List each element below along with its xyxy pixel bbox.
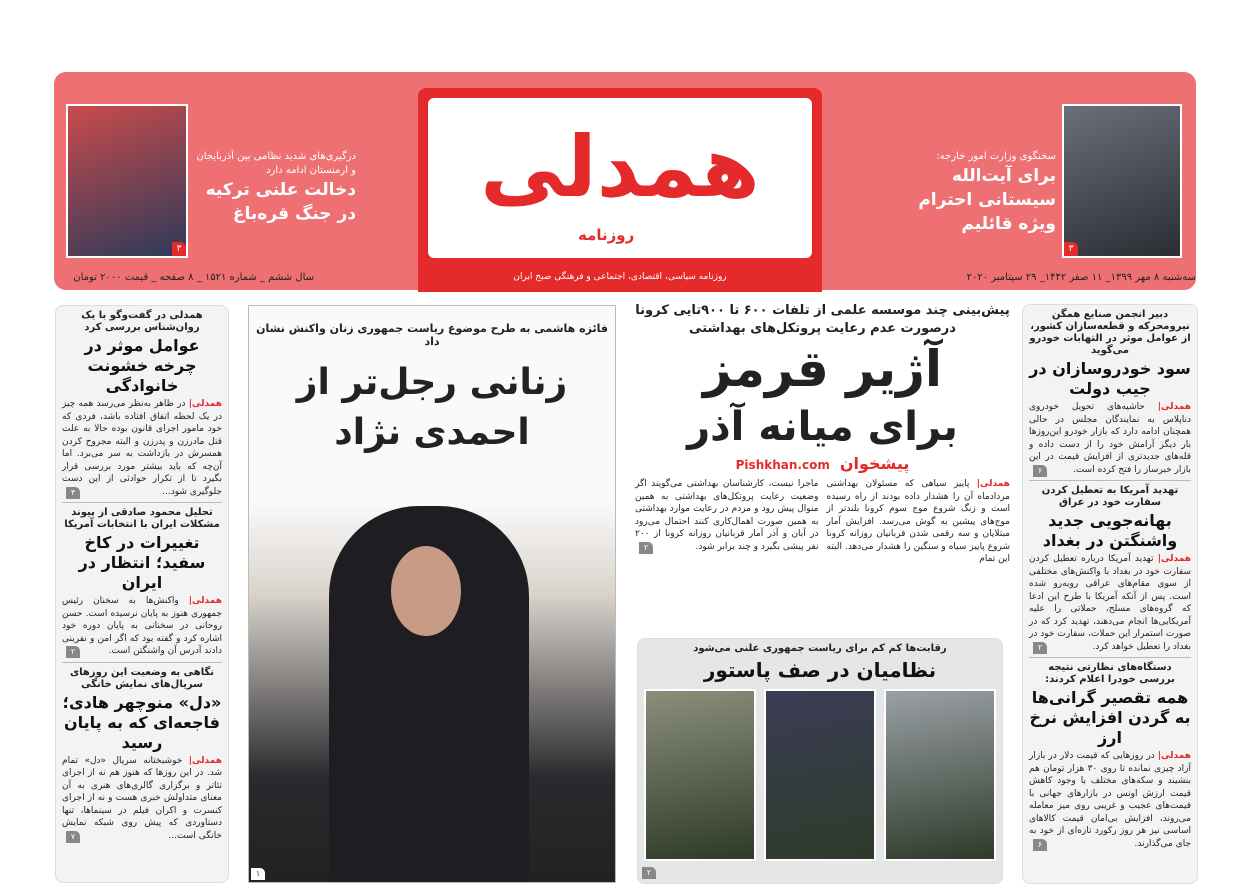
- kicker: تهدید آمریکا به تعطیل کردن سفارت خود در عراق: [1041, 485, 1179, 508]
- body: پاییز سیاهی که مسئولان بهداشتی مردادماه آن را هشدار داده بودند از راه رسیده است و زنگ شروع موج سوم کرونا بلندتر از موج‌های پیشین به گوش می‌رسد. افزایش آمار مبتلایان و سه رقمی شدن قربانیان روزانه کرونا شروع پاییز سیاه و سنگین را هشدار می‌دهد. البته این تمام: [826, 479, 1010, 564]
- article-automakers[interactable]: [1029, 309, 1191, 476]
- headline: همه تقصیر گرانی‌ها به گردن افزایش نرخ ارز: [1029, 688, 1191, 747]
- kicker: سخنگوی وزارت امور خارجه:: [936, 151, 1056, 162]
- source-label: همدلی|: [976, 479, 1010, 489]
- lead-kicker: پیش‌بینی چند موسسه علمی از تلفات ۶۰۰ تا ۹۰۰تایی کرونا: [635, 303, 1010, 318]
- source-label: همدلی|: [1157, 402, 1191, 412]
- kicker: فائزه هاشمی به طرح موضوع ریاست جمهوری زنان واکنش نشان داد: [256, 322, 608, 348]
- headline: عوامل موثر در چرخه خشونت خانوادگی: [84, 336, 200, 395]
- page-badge: ۲: [639, 542, 653, 554]
- article-series-del[interactable]: [62, 667, 222, 843]
- header-story-right[interactable]: [900, 150, 1056, 236]
- page-badge: ۴: [66, 487, 80, 499]
- body-continued: ماجرا نیست، کارشناسان بهداشتی می‌گویند اگر وضعیت رعایت پروتکل‌های بهداشتی به همین منوال پیش رود و مردم در رعایت موارد بهداشتی به همین صورت اهمال‌کاری کنند احتمال می‌رود در آبان و آذر آمار قربانیان روزانه کرونا از ۲۰۰ نفر پیشی بگیرد و چند برابر شود.: [635, 479, 819, 552]
- source-label: همدلی|: [188, 399, 222, 409]
- lead-headline-2: برای میانه آذر: [687, 404, 958, 450]
- body: در روزهایی که قیمت دلار در بازار آزاد چیزی نمانده تا روی ۳۰ هزار تومان هم بنشیند و سکه‌های مختلف با وجود کاهش قیمت ارزش اونس در بازارهای جهانی با قیمت‌های عجیب و غریبی روی میز معامله می‌روند، افزایش بی‌امان قیمت کالاهای اساسی نیز هر روز رکورد تازه‌ای از خود به جای می‌گذارند.: [1029, 751, 1191, 849]
- erdogan-photo: [66, 104, 188, 258]
- kicker: تحلیل محمود صادقی از پیوند مشکلات ایران با انتخابات آمریکا: [64, 507, 220, 530]
- article-white-house[interactable]: [62, 507, 222, 658]
- right-column: [1022, 304, 1198, 884]
- headline: سود خودروسازان در جیب دولت: [1029, 359, 1191, 398]
- header-story-left[interactable]: [196, 150, 356, 226]
- headline: برای آیت‌الله سیستانی احترام ویژه قائلیم: [918, 166, 1056, 234]
- page-badge: ۶: [1033, 465, 1047, 477]
- page-badge: ۲: [1033, 642, 1047, 654]
- kicker: نگاهی به وضعیت این روزهای سریال‌های نمایش خانگی: [69, 666, 215, 690]
- page-badge: ۲: [642, 867, 656, 879]
- page-badge: ۷: [66, 831, 80, 843]
- page-badge: ۱: [251, 868, 265, 880]
- newspaper-logo: [418, 88, 822, 292]
- lead-headline-1: آژیر قرمز: [702, 340, 943, 398]
- headline: «دل» منوچهر هادی؛ فاجعه‌ای که به پایان رسید: [62, 692, 222, 752]
- kicker: دبیر انجمن صنایع همگن نیرومحرکه و قطعه‌سازان کشور، از عوامل موثر در التهابات خودرو می‌گوید: [1029, 309, 1191, 356]
- headline: بهانه‌جویی جدید واشنگتن در بغداد: [1042, 511, 1178, 550]
- headline: دخالت علنی ترکیه در جنگ قره‌باغ: [205, 180, 356, 224]
- military-story[interactable]: [637, 638, 1003, 884]
- sistani-photo: [1062, 104, 1182, 258]
- kicker: دستگاه‌های نظارتی نتیجه بررسی خودرا اعلام کردند:: [1045, 662, 1175, 685]
- headline: زنانی رجل‌تر از احمدی نژاد: [296, 362, 568, 453]
- commander-photo-3: [884, 689, 996, 861]
- page-badge: ۲: [66, 646, 80, 658]
- rezaei-photo: [764, 689, 876, 861]
- article-baghdad[interactable]: [1029, 485, 1191, 653]
- photo-story[interactable]: [248, 305, 616, 883]
- body: خوشبختانه سریال «دل» تمام شد. در این روزها که هنوز هم نه از اجرای تئاتر و برگزاری گالری‌های هنری به آن معنای متداولش خبری هست و نه از اجرای کنسرت و اکران فیلم در سینماها، تنها دستاوردی که پیش روی شبکه نمایش خانگی است...: [62, 755, 222, 841]
- face: [391, 546, 461, 636]
- source-label: همدلی|: [1157, 751, 1191, 761]
- body: در ظاهر به‌نظر می‌رسد همه چیز در یک لحظه اتفاق افتاده باشد، فردی که خود مامور اجرای قانون بوده حالا به علت قتل مادرزن و پدرزن و البته مجروح کردن همسرش در بازداشت به سر می‌برد. اما آن‌چه که باید بیشتر مورد بررسی قرار بگیرد تا از تکرار حوادثی از این دست جلوگیری شود...: [62, 399, 222, 497]
- kicker: همدلی در گفت‌وگو با یک روان‌شناس بررسی کرد: [81, 310, 203, 333]
- dateline: سه‌شنبه ۸ مهر ۱۳۹۹_ ۱۱ صفر ۱۴۴۲_ ۲۹ سپتامبر ۲۰۲۰: [966, 272, 1196, 283]
- page-badge: ۳: [1064, 242, 1078, 256]
- watermark-url: Pishkhan.com: [735, 458, 830, 472]
- source-label: همدلی|: [188, 596, 222, 606]
- source-label: همدلی|: [188, 755, 222, 766]
- article-prices[interactable]: [1029, 662, 1191, 850]
- body: حاشیه‌های تحویل خودروی دناپلاس به نمایندگان مجلس در حالی همچنان ادامه دارد که بازار خودرو این‌روزها بار دیگر آرامش خود را از دست داده و قله‌های جدیدتری از افزایش قیمت در این بازار خبرساز را فتح کرده است.: [1029, 402, 1191, 475]
- source-label: همدلی|: [1157, 554, 1191, 564]
- watermark-text: پیشخوان: [839, 454, 910, 473]
- lead-story[interactable]: [635, 302, 1010, 632]
- headline: تغییرات در کاخ سفید؛ انتظار در ایران: [78, 533, 206, 592]
- kicker: رقابت‌ها کم کم برای ریاست جمهوری علنی می‌شود: [693, 643, 947, 654]
- headline: نظامیان در صف پاستور: [703, 658, 937, 682]
- logo-prefix: روزنامه: [578, 226, 635, 244]
- lead-kicker-2: درصورت عدم رعایت پروتکل‌های بهداشتی: [689, 321, 956, 336]
- article-domestic-violence[interactable]: [62, 310, 222, 498]
- logo-tagline: روزنامه سیاسی، اقتصادی، اجتماعی و فرهنگی صبح ایران: [513, 272, 727, 282]
- page-badge: ۶: [1033, 839, 1047, 851]
- logo-wordmark: همدلی: [480, 118, 760, 216]
- left-column: [55, 305, 229, 883]
- issue-info: سال ششم _ شماره ۱۵۲۱ _ ۸ صفحه _ قیمت ۲۰۰۰ تومان: [73, 272, 314, 283]
- kicker: درگیری‌های شدید نظامی بین آذربایجان و ارمنستان ادامه دارد: [196, 151, 356, 176]
- page-badge: ۳: [172, 242, 186, 256]
- body: تهدید آمریکا درباره تعطیل کردن سفارت خود در بغداد با واکنش‌های مختلفی از سوی مقام‌های عراقی روبه‌رو شده است. پس از آنکه آمریکا با طرح این ادعا که گروه‌های مسلح، حملاتی را علیه آمریکایی‌ها انجام می‌دهند، تهدید کرد که در صورت استمرار این حملات، سفارت خود در بغداد را تعطیل خواهد کرد.: [1029, 554, 1191, 652]
- watermark: [635, 454, 1010, 476]
- body: واکنش‌ها به سخنان رئیس جمهوری هنوز به پایان نرسیده است. حسن روحانی در سخنانی به پایان دوره خود اشاره کرد و گفته بود که اگر امن و نفرینی دادند آدرس آن واشنگتن است.: [62, 596, 222, 656]
- commander-photo-1: [644, 689, 756, 861]
